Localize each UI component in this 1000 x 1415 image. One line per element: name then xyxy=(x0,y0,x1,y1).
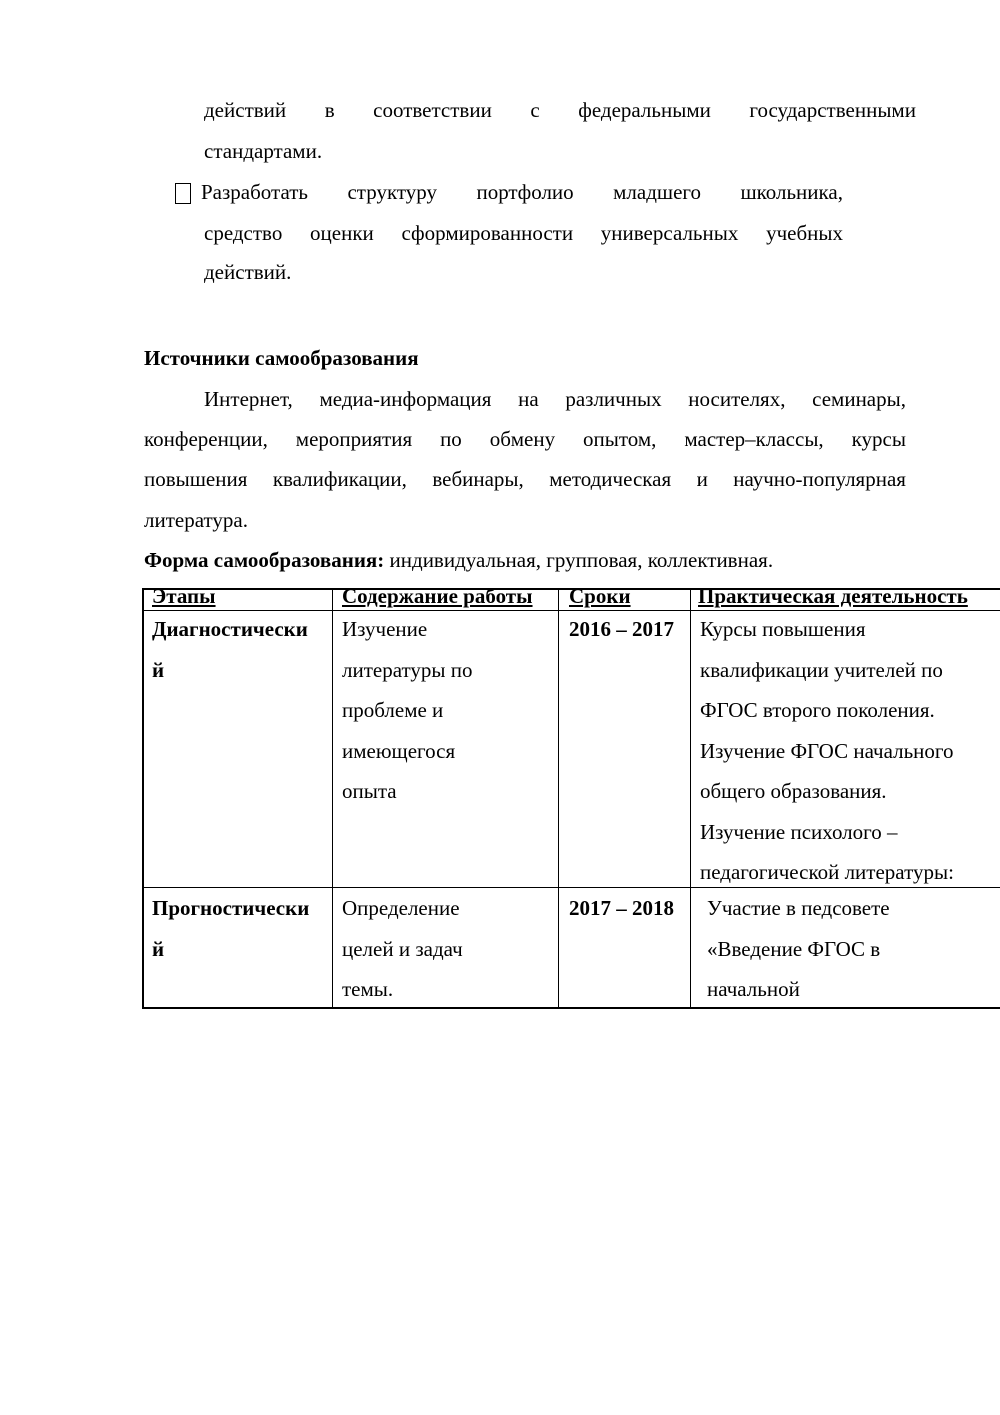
word: мастер–классы, xyxy=(684,427,824,451)
content-text-line: литературы по xyxy=(342,657,473,682)
word: соответствии xyxy=(373,98,492,122)
word: различных xyxy=(565,387,662,411)
table-col-divider-2 xyxy=(558,588,559,1009)
word: в xyxy=(324,98,335,122)
table-border-left xyxy=(142,588,144,1009)
practice-text-line: «Введение ФГОС в xyxy=(707,936,881,961)
table-row-1-practice xyxy=(700,609,954,893)
sources-heading: Источники самообразования xyxy=(144,346,419,370)
practice-text-line: начальной xyxy=(707,977,800,1001)
practice-text-line: Участие в педсовете xyxy=(707,896,890,920)
intro-bullet-line xyxy=(201,180,843,204)
table-row-1-period: 2016 – 2017 xyxy=(569,617,674,641)
word: государственными xyxy=(749,98,916,122)
table-row-2-period: 2017 – 2018 xyxy=(569,896,674,920)
word: конференции, xyxy=(144,427,268,451)
word: носителях, xyxy=(688,387,786,411)
table-row-2-practice xyxy=(707,888,890,1009)
content-text-line: проблеме и xyxy=(342,698,444,722)
word: портфолио xyxy=(476,180,574,204)
word: структуру xyxy=(347,180,437,204)
word: младшего xyxy=(613,180,701,204)
table-header-stages: Этапы xyxy=(152,588,216,608)
intro-line-5: действий. xyxy=(204,260,292,284)
word: методическая xyxy=(549,467,672,491)
word: мероприятия xyxy=(295,427,413,451)
word: универсальных xyxy=(600,221,739,245)
content-text-line: Изучение xyxy=(342,617,428,641)
word: федеральными xyxy=(578,98,711,122)
intro-line-4 xyxy=(204,221,843,245)
word: квалификации, xyxy=(272,467,407,491)
word: по xyxy=(440,427,462,451)
word: медиа-информация xyxy=(319,387,492,411)
word: научно-популярная xyxy=(733,467,906,491)
practice-text-line: Изучение психолого – xyxy=(700,819,898,844)
word: семинары, xyxy=(812,387,906,411)
table-col-divider-3 xyxy=(690,588,691,1009)
form-line xyxy=(144,548,773,572)
word: обмену xyxy=(489,427,556,451)
content-text-line: Определение xyxy=(342,896,460,920)
word: Разработать xyxy=(201,180,308,204)
word: оценки xyxy=(310,221,374,245)
word: курсы xyxy=(851,427,906,451)
table-col-divider-1 xyxy=(332,588,333,1009)
intro-line-2: стандартами. xyxy=(204,139,323,163)
intro-line-1 xyxy=(204,98,916,122)
word: учебных xyxy=(766,221,843,245)
form-label: Форма самообразования: xyxy=(144,548,385,572)
word: школьника, xyxy=(740,180,843,204)
stage-text-line: й xyxy=(152,936,165,961)
stage-text-line: Диагностически xyxy=(152,617,308,641)
practice-text-line: ФГОС второго поколения. xyxy=(700,698,935,722)
table-row-2-stage xyxy=(152,888,309,969)
stages-table xyxy=(142,588,1000,1009)
checkbox-bullet-icon xyxy=(175,183,191,204)
content-text-line: темы. xyxy=(342,977,394,1001)
word: сформированности xyxy=(401,221,574,245)
word: средство xyxy=(204,221,283,245)
table-row-1-stage xyxy=(152,609,308,690)
sources-para-line-3 xyxy=(144,467,906,491)
practice-text-line: общего образования. xyxy=(700,779,887,803)
practice-text-line: педагогической литературы: xyxy=(700,860,954,884)
sources-para-line-1 xyxy=(204,387,906,411)
sources-para-line-2 xyxy=(144,427,906,451)
word: с xyxy=(530,98,540,122)
table-row-2-content xyxy=(342,888,463,1009)
stage-text-line: Прогностически xyxy=(152,896,310,920)
content-text-line: опыта xyxy=(342,779,397,803)
content-text-line: имеющегося xyxy=(342,738,456,763)
word: и xyxy=(696,467,708,491)
word: действий xyxy=(204,98,287,122)
word: на xyxy=(518,387,539,411)
practice-text-line: Курсы повышения xyxy=(700,617,866,641)
stage-text-line: й xyxy=(152,657,165,682)
word: вебинары, xyxy=(432,467,524,491)
word: опытом, xyxy=(583,427,657,451)
table-header-practice: Практическая деятельность xyxy=(698,588,968,608)
table-header-content: Содержание работы xyxy=(342,588,533,608)
practice-text-line: Изучение ФГОС начального xyxy=(700,738,954,763)
word: повышения xyxy=(144,467,248,491)
table-row-1-content xyxy=(342,609,473,812)
word: Интернет, xyxy=(204,387,293,411)
form-value: индивидуальная, групповая, коллективная. xyxy=(384,548,774,572)
content-text-line: целей и задач xyxy=(342,936,463,961)
table-header-period: Сроки xyxy=(569,588,631,608)
practice-text-line: квалификации учителей по xyxy=(700,657,943,682)
sources-para-line-4: литература. xyxy=(144,508,248,532)
